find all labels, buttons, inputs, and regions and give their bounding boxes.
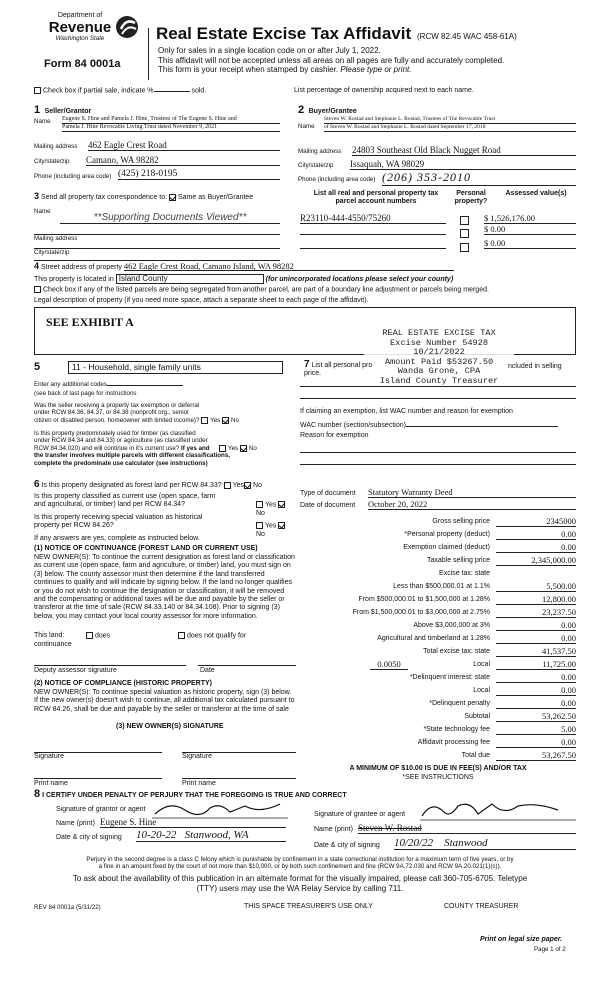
included-note: ncluded in selling bbox=[508, 363, 562, 370]
partial-sale-checkbox[interactable] bbox=[34, 87, 41, 94]
open-no-checkbox[interactable] bbox=[278, 501, 285, 508]
historic-question: Is this property receiving special valuation as historical property per RCW 84.26? Yes No bbox=[34, 514, 296, 531]
local-tax-field[interactable]: 11,725.00 bbox=[496, 659, 576, 670]
personal-property-deduct-field[interactable]: 0.00 bbox=[496, 529, 576, 540]
form-number: Form 84 0001a bbox=[44, 58, 121, 70]
assessed-value-field[interactable]: $ 1,526,176.00 bbox=[484, 213, 576, 224]
minimum-due-note: A MINIMUM OF $10.00 IS DUE IN FEE(S) AND/OR TAX bbox=[349, 765, 527, 772]
buyer-city-label: City/state/zip bbox=[298, 162, 334, 169]
legal-desc-label: Legal description of property (if you need more space, attach a separate sheet to each page of the affidavit). bbox=[34, 297, 369, 304]
forest-no-checkbox[interactable] bbox=[244, 482, 251, 489]
corr-city-label: City/state/zip bbox=[34, 249, 70, 256]
timber-question: Is this property predominately used for timber (as classified under RCW 84.34 and 84.33) or agriculture (as classified under RCW 84.34.020) and will continue in it's current use? If yes and Yes No the transfer involves multiple parcels with different classifications, complete the predominate use calculator (see instructions) bbox=[34, 430, 257, 467]
correspondence-row: 3 Send all property tax correspondence to: Same as Buyer/Grantee bbox=[34, 191, 254, 201]
docdate-label: Date of document bbox=[300, 502, 356, 509]
grantor-date-label: Date & city of signing bbox=[56, 834, 122, 841]
street-address-field[interactable]: 462 Eagle Crest Road, Camano Island, WA 98282 bbox=[124, 262, 454, 271]
form-subtitle: Only for sales in a single location code on or after July 1, 2022. This affidavit will not be accepted unless all areas on all pages are fully and accurately completed. This form is your receipt when stamped by cashier. Please type or print. bbox=[158, 46, 505, 75]
dept-logo bbox=[40, 12, 120, 43]
does-checkbox[interactable] bbox=[86, 632, 93, 639]
perjury-note: Perjury in the second degree is a class C felony which is punishable by confinement in a state correctional institution for a maximum term of five years, or by a fine in an amount fixed by the court of not more than $10,000, or by both such confinement and fine (RCW 9A.72.030 and RCW 9A.20.021(1)(c)). bbox=[86, 856, 514, 871]
assessed-value-field[interactable]: $ 0.00 bbox=[484, 238, 576, 249]
this-land-label: This land: bbox=[34, 632, 65, 639]
grantee-signature-label: Signature of grantee or agent bbox=[314, 811, 406, 818]
grantee-date-label: Date & city of signing bbox=[314, 842, 380, 849]
seller-name-label: Name bbox=[34, 118, 51, 125]
county-row: This property is located in Island County (for unincorporated locations please select your county) bbox=[34, 274, 454, 283]
corr-name-field[interactable]: **Supporting Documents Viewed** bbox=[60, 212, 280, 224]
notice2-title: (2) NOTICE OF COMPLIANCE (HISTORIC PROPERTY) bbox=[34, 680, 212, 687]
partial-sale-row: Check box if partial sale, indicate % sold. bbox=[34, 87, 206, 96]
legal-description-text: SEE EXHIBIT A bbox=[46, 315, 134, 329]
grantor-date-field[interactable]: 10-20-22 Stanwood, WA bbox=[136, 829, 286, 842]
tax-tier2-field[interactable]: 12,800.00 bbox=[496, 594, 576, 605]
grantor-name-label: Name (print) bbox=[56, 820, 95, 827]
assessed-value-header: Assessed value(s) bbox=[505, 190, 567, 197]
seller-phone-field[interactable]: (425) 218-0195 bbox=[118, 169, 280, 180]
timber-no-checkbox[interactable] bbox=[240, 445, 247, 452]
buyer-heading: 2 Buyer/Grantee bbox=[298, 104, 357, 116]
forest-question: 6 Is this property designated as forest land per RCW 84.33? Yes No bbox=[34, 479, 262, 490]
grantee-signature bbox=[418, 798, 578, 822]
docdate-field[interactable]: October 20, 2022 bbox=[368, 499, 576, 510]
ag-timber-tax-field[interactable]: 0.00 bbox=[496, 633, 576, 644]
exemption-deduct-field[interactable]: 0.00 bbox=[496, 542, 576, 553]
new-owner-print-name-label: Print name bbox=[182, 780, 216, 787]
buyer-mail-field[interactable]: 24803 Southeast Old Black Nugget Road bbox=[352, 145, 576, 156]
dept-line: Department of bbox=[57, 12, 103, 19]
alternate-format-note: To ask about the availability of this publication in an alternate format for the visually impaired, please call 360-705-6705. Teletype (TTY) users may use the WA Relay Service by calling 711. bbox=[72, 874, 528, 893]
page-number: Page 1 of 2 bbox=[534, 946, 566, 953]
taxable-price-field[interactable]: 2,345,000.00 bbox=[496, 555, 576, 566]
treasurer-stamp: REAL ESTATE EXCISE TAX Excise Number 54928 10/21/2022 Amount Paid $53267.50 Wanda Grone, CPA Island County Treasurer bbox=[364, 329, 514, 387]
land-use-code-select[interactable]: 11 - Household, single family units bbox=[68, 361, 283, 374]
treasurer-use-label: THIS SPACE TREASURER'S USE ONLY bbox=[244, 903, 373, 910]
processing-fee-field[interactable]: 0.00 bbox=[496, 737, 576, 748]
corr-name-label: Name bbox=[34, 208, 51, 215]
new-owner-signature-label: Signature bbox=[182, 753, 212, 760]
tax-calculation: Gross selling price 2345000 *Personal property (deduct) 0.00 Exemption claimed (deduct) 0.00 Taxable selling price 2,345,000.00 Excise tax: state Less than $500,000.01 at 1.1% 5,500.00 From $500,000.01 to $1,500,000 at 1.28% 12,800.00 From $1,500,000.01 to $3,000,000 at 2.75% 23,237.50 Above $3,000,000 at 3% 0.00 Agricultural and timberland at 1.28% 0.00 Total excise tax: state 41,537.50 0.0050 Local 11,725.00 *Delinquent interest: state 0.00 Local 0.00 *Delinquent penalty 0.00 Subtotal 53,262.50 *State technology fee 5.00 Affidavit processing fee 0.00 Total due 53,267.50 bbox=[352, 516, 576, 760]
ownership-note: List percentage of ownership acquired next to each name. bbox=[294, 87, 474, 94]
does-option: does bbox=[86, 632, 110, 641]
section5-num: 5 bbox=[34, 361, 41, 373]
seller-mail-label: Mailing address bbox=[34, 143, 78, 150]
forest-yes-checkbox[interactable] bbox=[224, 482, 231, 489]
gross-price-field[interactable]: 2345000 bbox=[496, 516, 576, 527]
segregate-row: Check box if any of the listed parcels are being segregated from another parcel, are part of a boundary line adjustment or parcels being merged. bbox=[34, 286, 594, 295]
subtotal-field[interactable]: 53,262.50 bbox=[496, 711, 576, 722]
form-title: Real Estate Excise Tax Affidavit bbox=[156, 24, 412, 43]
grantor-name-field[interactable]: Eugene S. Hine bbox=[100, 817, 286, 828]
buyer-name-label: Name bbox=[298, 123, 315, 130]
notice2-body: NEW OWNER(S): To continue special valuation as historic property, sign (3) below. If the new owner(s) doesn't wish to continue, all additional tax calculated pursuant to RCW 84.26, shall be due and payable by the seller or transferor at the time of sale bbox=[34, 689, 295, 713]
grantee-date-field[interactable]: 10/20/22 Stanwood bbox=[394, 837, 576, 850]
assessed-value-field[interactable]: $ 0.00 bbox=[484, 224, 576, 235]
hist-no-checkbox[interactable] bbox=[278, 522, 285, 529]
new-owner-signature-label: Signature bbox=[34, 753, 64, 760]
parcel-header: List all real and personal property tax parcel account numbers bbox=[313, 190, 439, 206]
revision-label: REV 84 0001a (5/31/22) bbox=[34, 904, 101, 911]
seller-name-field[interactable]: Eugene S. Hine and Pamela J. Hine, Trustees of The Eugene S. Hine and Pamela J. Hine Revocable Living Trust dated November 9, 2021 bbox=[62, 116, 280, 132]
notice1-title: (1) NOTICE OF CONTINUANCE (FOREST LAND OR CURRENT USE) bbox=[34, 545, 258, 552]
grantor-signature-label: Signature of grantor or agent bbox=[56, 806, 146, 813]
personal-property-row: 7 List all personal pro price. bbox=[304, 359, 373, 378]
corr-mail-label: Mailing address bbox=[34, 235, 78, 242]
total-state-tax-field[interactable]: 41,537.50 bbox=[496, 646, 576, 657]
personal-property-checkbox[interactable] bbox=[460, 239, 471, 257]
personal-property-header: Personal property? bbox=[454, 190, 488, 206]
additional-codes-label: Enter any additional codes bbox=[34, 381, 183, 388]
tax-tier4-field[interactable]: 0.00 bbox=[496, 620, 576, 631]
same-as-buyer-checkbox[interactable] bbox=[169, 194, 176, 201]
exemption-label: If claiming an exemption, list WAC number and reason for exemption bbox=[300, 408, 513, 415]
doctype-label: Type of document bbox=[300, 490, 356, 497]
seller-city-label: City/state/zip bbox=[34, 158, 70, 165]
doctype-field[interactable]: Statutory Warranty Deed bbox=[368, 487, 576, 498]
exempt-no-checkbox[interactable] bbox=[222, 417, 229, 424]
grantee-name-field[interactable]: Steven W. Rostad bbox=[358, 823, 576, 834]
dept-state: Washington State bbox=[55, 35, 105, 43]
notice3-title: (3) NEW OWNER(S) SIGNATURE bbox=[116, 723, 224, 730]
see-instructions-note: *SEE INSTRUCTIONS bbox=[402, 774, 474, 781]
buyer-city-field[interactable]: Issaquah, WA 98029 bbox=[350, 159, 576, 170]
reason-label: Reason for exemption bbox=[300, 432, 369, 439]
form-rcw: (RCW 82.45 WAC 458-61A) bbox=[417, 32, 517, 41]
buyer-mail-label: Mailing address bbox=[298, 148, 342, 155]
tax-tier1-field[interactable]: 5,500.00 bbox=[496, 581, 576, 592]
seller-city-field[interactable]: Camano, WA 98282 bbox=[86, 155, 280, 166]
legal-size-note: Print on legal size paper. bbox=[480, 936, 563, 943]
open-yes-checkbox[interactable] bbox=[256, 501, 263, 508]
does-not-option: does not qualify for bbox=[178, 632, 246, 641]
new-owner-print-name-label: Print name bbox=[34, 780, 68, 787]
buyer-name-field[interactable]: Steven W. Rostad and Stephanie L. Rostad, Trustees of The Revocable Trust of Steven W. Rostad and Stephanie L. Rostad dated September 17, 2018 bbox=[324, 116, 576, 132]
if-yes-note: If any answers are yes, complete as instructed below. bbox=[34, 535, 200, 542]
seller-phone-label: Phone (including area code) bbox=[34, 173, 112, 180]
notice1-body: NEW OWNER(S): To continue the current designation as forest land or classification as current use (open space, farm and agriculture, or timber) land, you must sign on (3) below. The county assessor must then determine if the land transferred continues to qualify and will indicate by signing below. If the land no longer qualifies or you do not wish to continue the designation or classification, it will be removed and the compensating or additional taxes will be due and payable by the seller or transferor at the time of sale (RCW 84.33.140 or 84.34.108). Prior to signing (3) below, you may contact your local county assessor for more information. bbox=[34, 554, 295, 620]
county-treasurer-label: COUNTY TREASURER bbox=[444, 903, 519, 910]
wac-row: WAC number (section/subsection) bbox=[300, 422, 558, 430]
tax-tier3-field[interactable]: 23,237.50 bbox=[496, 607, 576, 618]
buyer-phone-label: Phone (including area code) bbox=[298, 176, 376, 183]
revenue-swirl-icon bbox=[114, 14, 140, 40]
delinquent-penalty-field[interactable]: 0.00 bbox=[496, 698, 576, 709]
seller-mail-field[interactable]: 462 Eagle Crest Road bbox=[88, 140, 280, 151]
total-due-field[interactable]: 53,267.50 bbox=[496, 750, 576, 761]
timber-yes-checkbox[interactable] bbox=[219, 445, 226, 452]
open-space-question: Is this property classified as current use (open space, farm and agricultural, or timber) land per RCW 84.34? Yes No bbox=[34, 493, 296, 510]
exempt-yes-checkbox[interactable] bbox=[201, 417, 208, 424]
buyer-phone-field[interactable]: (206) 353-2010 bbox=[382, 170, 576, 186]
exemption-question: Was the seller receiving a property tax exemption or deferral under RCW 84.36, 84.37, or 84.38 (nonprofit org., senior citizen or disabled person, homeowner with limited income)? Yes No bbox=[34, 402, 239, 424]
seller-heading: 1 Seller/Grantor bbox=[34, 104, 92, 116]
deputy-signature-label: Deputy assessor signature bbox=[34, 667, 117, 674]
grantee-name-label: Name (print) bbox=[314, 826, 353, 833]
tech-fee-field[interactable]: 5.00 bbox=[496, 724, 576, 735]
delinquent-interest-state-field[interactable]: 0.00 bbox=[496, 672, 576, 683]
deputy-date-label: Date bbox=[200, 667, 215, 674]
segregate-checkbox[interactable] bbox=[34, 286, 41, 293]
delinquent-interest-local-field[interactable]: 0.00 bbox=[496, 685, 576, 696]
does-not-checkbox[interactable] bbox=[178, 632, 185, 639]
street-address-row: 4 Street address of property 462 Eagle Crest Road, Camano Island, WA 98282 bbox=[34, 262, 574, 272]
dept-name: Revenue bbox=[48, 19, 112, 37]
parcel-number-field[interactable]: R23110-444-4550/75260 bbox=[300, 213, 446, 224]
continuance-label: continuance bbox=[34, 641, 72, 648]
local-rate-field[interactable]: 0.0050 bbox=[370, 659, 408, 670]
county-select[interactable]: Island County bbox=[116, 274, 264, 284]
codes-note: (see back of last page for instructions bbox=[34, 390, 137, 397]
hist-yes-checkbox[interactable] bbox=[256, 522, 263, 529]
certify-row: 8 I CERTIFY UNDER PENALTY OF PERJURY THAT THE FOREGOING IS TRUE AND CORRECT bbox=[34, 788, 347, 800]
